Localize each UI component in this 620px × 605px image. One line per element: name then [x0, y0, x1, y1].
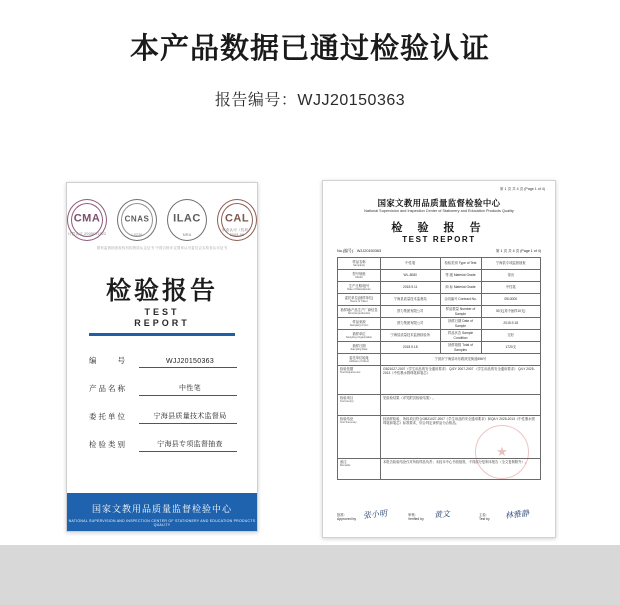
key-en: Type of Test [458, 261, 477, 266]
cover-footer [67, 493, 257, 531]
cover-field-label: 产品名称 [89, 384, 127, 393]
key-cn: 合同编号 [444, 297, 458, 302]
key-cn: 委托单位(抽样单位) [344, 295, 374, 300]
key-cn: 检验结论 [340, 417, 354, 421]
table-row [338, 366, 541, 395]
cover-title: 检验报告 [105, 277, 218, 305]
key-cn: 抽样日期 [448, 319, 462, 324]
table-key-cell [440, 294, 481, 306]
signature-label: 主检： [479, 513, 490, 517]
table-value-cell: 2015.9.18 [481, 318, 541, 330]
cover-field-value: WJJ20150363 [139, 358, 237, 368]
key-cn: 商 标 [445, 285, 453, 290]
key-cn: 样品来源 [352, 319, 366, 324]
table-key-cell [338, 318, 381, 330]
cover-field-label: 编 号 [89, 356, 127, 365]
table-value-cell: 1720支 [481, 342, 541, 354]
table-value-cell: 0513000 [481, 294, 541, 306]
table-key-cell [338, 342, 381, 354]
table-key-cell [440, 270, 481, 282]
table-row [338, 395, 541, 416]
table-row [338, 294, 541, 306]
remarks-body: 本报告检验结论仅对所检样品负责；未经本中心书面批准，不得部分复制本报告（全文复制除外）。 [381, 459, 541, 480]
table-key-cell [338, 258, 381, 270]
key-cn: 检验类别 [444, 261, 458, 266]
key-cn: 抽样单位 [352, 331, 366, 336]
cover-field-row [89, 383, 237, 396]
table-key-cell [440, 342, 481, 354]
table-value-cell: 宁海县专项监督抽查 [481, 258, 541, 270]
key-en: Remarks [340, 464, 351, 468]
accreditation-caption: 国家监督抽查检验机构资质认定证书 中国合格评定国家认可委员会实验室认可证书 [96, 246, 228, 250]
key-en: Number of Sample [454, 307, 476, 316]
cover-title-en-line1: TEST [144, 307, 180, 317]
cover-field-value: 中性笔 [139, 383, 237, 396]
cnas-logo-sub: L0230 [131, 233, 143, 237]
key-cn: 委托单位地址 [349, 355, 369, 360]
table-value-cell: 中性笔 [481, 282, 541, 294]
key-en: Model [355, 275, 363, 279]
key-cn: 样品数量 [445, 307, 459, 312]
signature-label: 批准： [337, 513, 348, 517]
signature-script: 张小明 [362, 508, 388, 521]
table-key-cell [338, 330, 381, 342]
cover-field-value: 宁海县质量技术监督局 [139, 411, 237, 424]
cover-field-row [89, 355, 237, 368]
test-items-body: 见检验结果（详见附页检验结果）。 [381, 395, 541, 416]
key-en: Date of Manufacture [347, 287, 371, 291]
report-number-label: 报告编号： [214, 91, 298, 109]
table-key-cell [338, 459, 381, 480]
key-en: Material Grade [453, 285, 476, 290]
table-key-cell [440, 318, 481, 330]
table-value-cell: 预力集团有限公司 [381, 306, 441, 318]
cover-footer-en: NATIONAL SUPERVISION AND INSPECTION CENTER OF STATIONERY AND EDUCATION PRODUCTS QUALITY [68, 519, 256, 527]
cnas-logo [117, 199, 157, 241]
cover-field-list [89, 355, 237, 467]
key-cn: 抽样地/产品生产厂商信息 [340, 307, 378, 312]
report-title-en: TEST REPORT [402, 235, 476, 244]
table-value-cell: 50支(其中备样10支) [481, 306, 541, 318]
table-key-cell [338, 294, 381, 306]
test-report-document [322, 180, 556, 538]
signature-script: 黄文 [433, 509, 451, 520]
table-value-cell: 2015.9.11 [381, 282, 441, 294]
key-en: Material Grade [453, 273, 476, 278]
ilac-logo-sub: MRA [182, 233, 192, 237]
table-key-cell [338, 270, 381, 282]
signature-verified [408, 509, 470, 521]
table-value-cell: 得出 [481, 270, 541, 282]
table-key-cell [338, 354, 381, 366]
test-requirement-body: GB21027-2007《学生用品的安全通用要求》 Q/ZY 2007-2007 《学生用品的安全通用要求》 Q/LY 2025-2013《中性墨水圆珠笔和笔芯》 [381, 366, 541, 395]
bottom-background-band [0, 545, 620, 605]
table-row [338, 282, 541, 294]
key-en: Address of Client [349, 359, 369, 363]
key-en: Sample(s) [353, 263, 365, 267]
table-key-cell [440, 330, 481, 342]
key-cn: 型号规格 [352, 271, 366, 276]
key-cn: 检验项目 [340, 396, 354, 400]
key-en: Test Item(s) [340, 400, 354, 404]
cover-divider [89, 333, 235, 336]
signature-label-en: Test by [479, 517, 490, 521]
key-cn: 样品名称 [352, 259, 366, 264]
signature-approved [337, 508, 399, 521]
key-en: Sample(s) From [349, 323, 369, 327]
table-row [338, 270, 541, 282]
key-cn: 抽样基数 [448, 343, 462, 348]
official-seal-icon [475, 425, 529, 479]
table-row [338, 258, 541, 270]
table-key-cell [440, 306, 481, 318]
key-en: Nominal production [347, 311, 371, 315]
key-en: Date of Sample [454, 319, 473, 328]
report-title-cn: 检 验 报 告 [391, 222, 487, 234]
signature-tested [479, 508, 541, 521]
key-cn: 等 级 [445, 273, 453, 278]
report-number-line [0, 87, 620, 110]
cover-footer-cn: 国家文教用品质量监督检验中心 [91, 504, 232, 514]
table-value-cell: 宁海县质量技术监督检验所 [381, 330, 441, 342]
certificate-images [0, 180, 620, 540]
table-key-cell [338, 395, 381, 416]
table-value-cell: 完好 [481, 330, 541, 342]
page-title: 本产品数据已通过检验认证 [129, 33, 490, 65]
cma-logo-mark: CMA [73, 212, 101, 225]
cal-logo-mark: CAL [224, 212, 250, 225]
cover-field-label: 检验类别 [89, 440, 127, 449]
key-cn: 样品状态 [447, 331, 462, 336]
table-key-cell [338, 366, 381, 395]
table-row [338, 318, 541, 330]
signature-script: 林雅静 [504, 508, 530, 521]
key-cn: 抽样日期 [352, 343, 366, 348]
table-row [338, 354, 541, 366]
accreditation-logo-row [67, 199, 257, 241]
report-page-count: 第 1 页 共 4 页 (Page 1 of 4) [495, 249, 541, 253]
table-value-cell: 宁海县质量技术监督局 [381, 294, 441, 306]
key-cn: 备注 [340, 460, 347, 464]
ilac-logo-mark: ILAC [173, 212, 201, 225]
table-row [338, 342, 541, 354]
key-en: Sampling Date [350, 347, 368, 351]
table-key-cell [440, 258, 481, 270]
table-key-cell [338, 416, 381, 459]
key-en: Sampling Organization [345, 335, 373, 339]
report-cover-document [66, 182, 258, 532]
key-cn: 生产日期/批号 [348, 283, 370, 288]
key-en: Test Requirement [340, 371, 361, 375]
test-summary-body: 经抽样检验，所检项目符合GB21027-2007《学生用品的安全通用要求》和Q/LY 2025-2013《中性墨水圆珠笔和笔芯》标准要求，综合判定该样品为合格品。 [381, 416, 541, 459]
cal-logo [217, 199, 257, 241]
signature-label: 审核： [408, 513, 419, 517]
report-number-value: WJJ20150363 [297, 91, 406, 109]
table-row [338, 306, 541, 318]
cover-title-en-line2: REPORT [134, 318, 190, 328]
table-value-cell: 2015.9.18 [381, 342, 441, 354]
table-value-cell: 预力集团有限公司 [381, 318, 441, 330]
cma-logo [67, 199, 107, 241]
key-cn: 检验依据 [340, 367, 354, 371]
key-en: Total of Samples [454, 343, 473, 352]
table-row [338, 330, 541, 342]
report-page-indicator: 第 1 页 共 4 页 (Page 1 of 4) [499, 187, 545, 191]
ilac-mra-logo [167, 199, 207, 241]
cal-logo-sub: 审查认可（验收） 2009-06 [221, 228, 253, 237]
table-value-cell: 宁波市宁海县环东路跃龙街道696号 [381, 354, 541, 366]
report-organization-en: National Supervision and Inspection Center of Stationery and Education Products Quality [364, 209, 514, 213]
key-en: Test Summary [340, 421, 357, 425]
report-organization-cn: 国家文教用品质量监督检验中心 [377, 198, 501, 208]
table-value-cell: 中性笔 [381, 258, 441, 270]
key-en: Name of Client [350, 299, 368, 303]
signature-row [337, 508, 541, 521]
page-header [0, 32, 620, 110]
table-value-cell: WL-8080 [381, 270, 441, 282]
cnas-logo-mark: CNAS [124, 214, 150, 224]
report-no: No.(编号)：WJJ20150363 [337, 249, 382, 253]
cover-field-row [89, 439, 237, 452]
cover-field-value: 宁海县专项监督抽查 [139, 439, 237, 452]
cover-field-row [89, 411, 237, 424]
cover-field-label: 委托单位 [89, 412, 127, 421]
signature-label-en: Verified by [408, 517, 424, 521]
table-key-cell [440, 282, 481, 294]
cover-title-en [67, 307, 257, 328]
key-en: Sample Condition [453, 331, 474, 340]
signature-label-en: Approved by [337, 517, 357, 521]
key-en: Contract No. [458, 297, 477, 302]
table-key-cell [338, 306, 381, 318]
cma-logo-sub: 计量认证 2009001822 [67, 232, 107, 236]
table-key-cell [338, 282, 381, 294]
